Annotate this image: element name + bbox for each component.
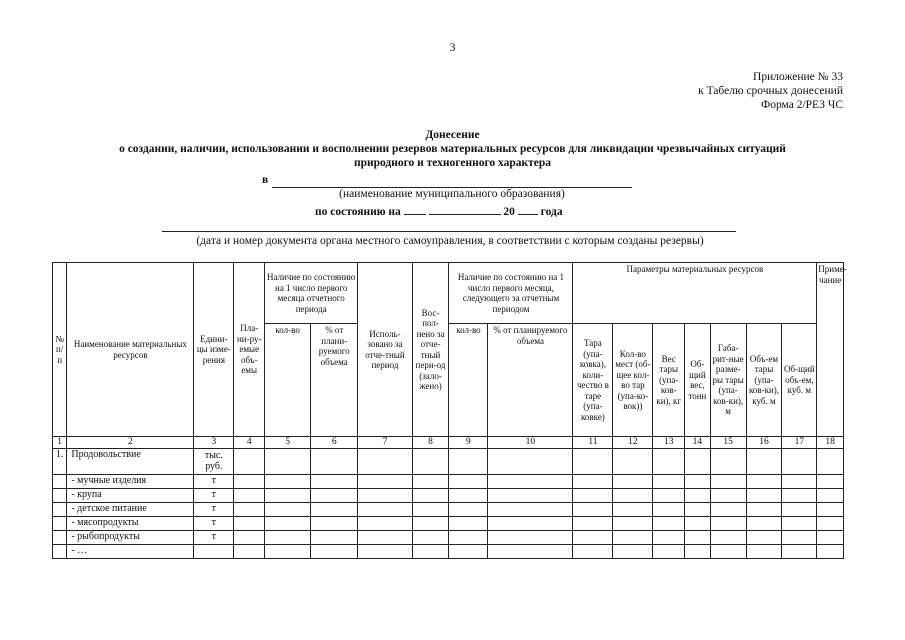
row-number: 1. <box>53 449 67 475</box>
col-tara-volume-header: Объ-ем тары (упа-ков-ки), куб. м <box>746 324 782 437</box>
col-used-header: Исполь-зовано за отче-тный период <box>358 263 412 437</box>
table-row <box>53 503 844 517</box>
table-cell <box>449 475 488 489</box>
appendix-reference: к Табелю срочных донесений <box>698 85 843 97</box>
table-cell <box>358 531 412 545</box>
row-unit: т <box>194 489 234 503</box>
col-avail-next-header: Наличие по состоянию на 1 число первого месяца, следующего за отчетным периодом <box>449 263 573 324</box>
year-prefix: 20 <box>503 206 515 218</box>
col-number: 15 <box>710 437 746 449</box>
table-cell <box>710 531 746 545</box>
row-number <box>53 475 67 489</box>
year-blank <box>518 204 538 215</box>
col-dimensions-header: Габа-рит-ные разме-ры тары (упа-ков-ки), м <box>710 324 746 437</box>
table-cell <box>412 503 449 517</box>
table-cell <box>782 489 817 503</box>
table-cell <box>653 475 685 489</box>
table-cell <box>234 517 265 531</box>
table-cell <box>488 489 573 503</box>
table-cell <box>613 517 653 531</box>
table-cell <box>358 489 412 503</box>
table-cell <box>613 503 653 517</box>
table-cell <box>782 449 817 475</box>
row-name: Продовольствие <box>67 449 194 475</box>
col-total-volume-header: Об-щий объ-ем, куб. м <box>782 324 817 437</box>
col-number: 14 <box>685 437 711 449</box>
table-cell <box>358 475 412 489</box>
table-cell <box>613 449 653 475</box>
col-number: 11 <box>573 437 613 449</box>
table-cell <box>488 503 573 517</box>
col-name-header: Наименование материальных ресурсов <box>67 263 194 437</box>
table-cell <box>685 531 711 545</box>
table-cell <box>265 545 311 559</box>
table-cell <box>573 475 613 489</box>
row-name: - крупа <box>67 489 194 503</box>
table-cell <box>710 475 746 489</box>
row-number <box>53 531 67 545</box>
table-cell <box>573 531 613 545</box>
col-restored-header: Вос-пол-нено за отче-тный пери-од (зало-жено) <box>412 263 449 437</box>
table-cell <box>746 503 782 517</box>
col-number: 8 <box>412 437 449 449</box>
table-cell <box>412 517 449 531</box>
table-cell <box>817 545 844 559</box>
document-subtitle: о создании, наличии, использовании и восполнении резервов материальных ресурсов для ликвидации чрезвычайных ситуаций <box>119 143 786 155</box>
col-number: 18 <box>817 437 844 449</box>
col-tara-header: Тара (упа-ковка), коли-чество в таре (упа-ковке) <box>573 324 613 437</box>
table-cell <box>488 517 573 531</box>
row-number <box>53 517 67 531</box>
table-cell <box>265 489 311 503</box>
table-cell <box>817 517 844 531</box>
col-number: 12 <box>613 437 653 449</box>
col-unit-header: Едини-цы изме-рения <box>194 263 234 437</box>
table-cell <box>817 531 844 545</box>
doc-caption: (дата и номер документа органа местного самоуправления, в соответствии с которым созданы резервы) <box>196 235 704 247</box>
col-number: 17 <box>782 437 817 449</box>
table-cell <box>613 531 653 545</box>
col-number: 1 <box>53 437 67 449</box>
table-cell <box>358 545 412 559</box>
table-cell <box>412 475 449 489</box>
col-avail-first-header: Наличие по состоянию на 1 число первого месяца отчетного периода <box>265 263 358 324</box>
col-number: 6 <box>311 437 358 449</box>
table-cell <box>573 545 613 559</box>
table-cell <box>613 489 653 503</box>
col-number: 10 <box>488 437 573 449</box>
col-pct-header: % от плани-руемого объема <box>311 324 358 437</box>
table-cell <box>449 531 488 545</box>
table-cell <box>311 475 358 489</box>
col-pct2-header: % от планируемого объема <box>488 324 573 437</box>
table-cell <box>573 503 613 517</box>
col-number: 16 <box>746 437 782 449</box>
table-cell <box>746 545 782 559</box>
row-number <box>53 489 67 503</box>
table-cell <box>265 475 311 489</box>
table-cell <box>817 475 844 489</box>
row-unit: т <box>194 503 234 517</box>
table-cell <box>234 475 265 489</box>
table-cell <box>311 503 358 517</box>
as-of-prefix: по состоянию на <box>315 206 401 218</box>
row-name: - … <box>67 545 194 559</box>
col-number: 3 <box>194 437 234 449</box>
table-cell <box>573 449 613 475</box>
col-qty2-header: кол-во <box>449 324 488 437</box>
doc-blank <box>162 220 736 232</box>
table-cell <box>746 531 782 545</box>
table-cell <box>782 531 817 545</box>
row-name: - мясопродукты <box>67 517 194 531</box>
table-cell <box>265 449 311 475</box>
table-cell <box>234 531 265 545</box>
table-cell <box>746 475 782 489</box>
table-cell <box>449 503 488 517</box>
table-row <box>53 489 844 503</box>
table-cell <box>234 449 265 475</box>
table-cell <box>412 489 449 503</box>
table-cell <box>449 489 488 503</box>
table-cell <box>817 449 844 475</box>
row-number <box>53 503 67 517</box>
table-cell <box>653 489 685 503</box>
table-row <box>53 475 844 489</box>
table-cell <box>449 545 488 559</box>
col-number: 5 <box>265 437 311 449</box>
table-cell <box>265 503 311 517</box>
col-tara-count-header: Кол-во мест (об-щее кол-во тар (упа-ко-вок)) <box>613 324 653 437</box>
table-cell <box>817 503 844 517</box>
col-num-header: № п/п <box>53 263 67 437</box>
table-cell <box>710 449 746 475</box>
municipality-blank <box>272 173 632 188</box>
appendix-number: Приложение № 33 <box>753 71 843 83</box>
table-cell <box>573 489 613 503</box>
table-cell <box>234 489 265 503</box>
table-cell <box>412 449 449 475</box>
table-cell <box>685 545 711 559</box>
row-unit <box>194 545 234 559</box>
table-cell <box>488 545 573 559</box>
month-blank <box>429 204 501 215</box>
table-cell <box>311 531 358 545</box>
table-cell <box>358 503 412 517</box>
table-cell <box>488 449 573 475</box>
table-cell <box>311 449 358 475</box>
table-cell <box>653 503 685 517</box>
col-number: 7 <box>358 437 412 449</box>
table-cell <box>685 475 711 489</box>
table-cell <box>573 517 613 531</box>
table-cell <box>685 449 711 475</box>
table-cell <box>710 503 746 517</box>
table-cell <box>449 449 488 475</box>
table-cell <box>782 475 817 489</box>
col-number: 2 <box>67 437 194 449</box>
table-cell <box>311 489 358 503</box>
document-title: Донесение <box>425 129 480 141</box>
year-suffix: года <box>540 206 563 218</box>
table-cell <box>685 503 711 517</box>
table-cell <box>782 517 817 531</box>
document-subtitle-cont: природного и техногенного характера <box>353 157 552 169</box>
col-total-weight-header: Об-щий вес, тонн <box>685 324 711 437</box>
row-unit: тыс. руб. <box>194 449 234 475</box>
col-tara-weight-header: Вес тары (упа-ков-ки), кг <box>653 324 685 437</box>
row-name: - детское питание <box>67 503 194 517</box>
col-note-header: Приме-чание <box>817 263 844 437</box>
table-cell <box>653 449 685 475</box>
table-cell <box>613 545 653 559</box>
table-cell <box>311 517 358 531</box>
col-params-header: Параметры материальных ресурсов <box>573 263 817 324</box>
table-cell <box>685 517 711 531</box>
table-cell <box>358 449 412 475</box>
row-name: - мучные изделия <box>67 475 194 489</box>
col-qty-header: кол-во <box>265 324 311 437</box>
table-cell <box>710 545 746 559</box>
table-cell <box>746 517 782 531</box>
table-cell <box>358 517 412 531</box>
table-cell <box>412 531 449 545</box>
table-cell <box>234 545 265 559</box>
table-cell <box>653 517 685 531</box>
col-number: 13 <box>653 437 685 449</box>
table-cell <box>311 545 358 559</box>
table-cell <box>449 517 488 531</box>
page-number: 3 <box>449 40 456 54</box>
row-unit: т <box>194 475 234 489</box>
col-number: 9 <box>449 437 488 449</box>
row-number <box>53 545 67 559</box>
row-unit: т <box>194 531 234 545</box>
table-cell <box>234 503 265 517</box>
table-cell <box>412 545 449 559</box>
table-cell <box>653 531 685 545</box>
col-number: 4 <box>234 437 265 449</box>
table-cell <box>710 489 746 503</box>
municipality-caption: (наименование муниципального образования) <box>339 188 565 200</box>
table-cell <box>817 489 844 503</box>
form-code: Форма 2/РЕЗ ЧС <box>761 99 843 111</box>
table-row <box>53 517 844 531</box>
column-number-row <box>53 437 844 449</box>
table-cell <box>782 503 817 517</box>
row-name: - рыбопродукты <box>67 531 194 545</box>
table-cell <box>488 531 573 545</box>
table-cell <box>653 545 685 559</box>
report-table <box>52 262 847 559</box>
table-row <box>53 545 844 559</box>
row-unit: т <box>194 517 234 531</box>
table-cell <box>613 475 653 489</box>
col-planned-header: Пла-ни-ру-емые объ-емы <box>234 263 265 437</box>
table-cell <box>265 517 311 531</box>
table-cell <box>488 475 573 489</box>
table-row <box>53 449 844 475</box>
table-row <box>53 531 844 545</box>
table-cell <box>782 545 817 559</box>
table-cell <box>746 449 782 475</box>
day-blank <box>404 204 426 215</box>
table-cell <box>685 489 711 503</box>
table-cell <box>746 489 782 503</box>
table-cell <box>265 531 311 545</box>
as-of-label <box>315 204 563 218</box>
table-cell <box>710 517 746 531</box>
in-prefix: в <box>262 174 269 186</box>
